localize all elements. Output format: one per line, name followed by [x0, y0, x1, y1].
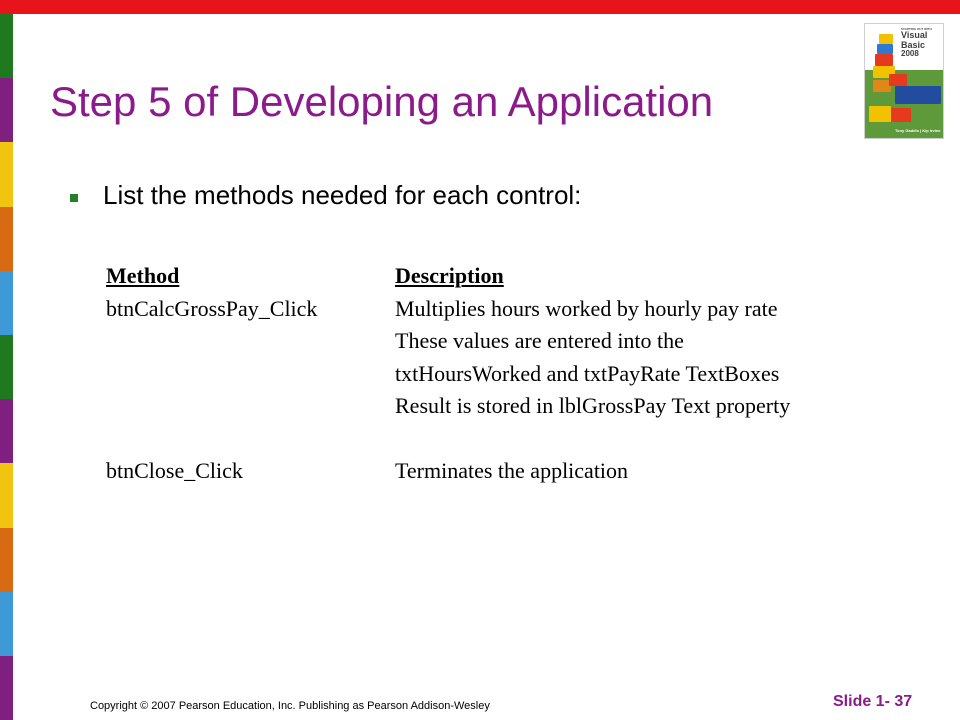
table-row [106, 325, 790, 358]
side-stripe-segment [0, 14, 13, 78]
cover-title-block [901, 28, 944, 58]
table-row [106, 293, 790, 326]
cover-brick-icon [891, 108, 911, 122]
cover-brick-icon [877, 44, 893, 54]
side-stripe-segment [0, 399, 13, 463]
cover-brick-icon [869, 106, 891, 122]
copyright-notice: Copyright © 2007 Pearson Education, Inc. Publishing as Pearson Addison-Wesley [90, 700, 490, 712]
table-row [106, 358, 790, 391]
column-header-description: Description [395, 263, 504, 288]
side-stripe-segment [0, 207, 13, 271]
side-stripe-segment [0, 142, 13, 206]
description-cell: Result is stored in lblGrossPay Text property [395, 393, 791, 418]
side-stripe-segment [0, 656, 13, 720]
table-row [106, 390, 790, 423]
side-stripe-segment [0, 463, 13, 527]
side-stripe-segment [0, 271, 13, 335]
table-header-row [106, 260, 790, 293]
side-stripe-segment [0, 78, 13, 142]
slide-title: Step 5 of Developing an Application [50, 78, 714, 125]
table-row [106, 423, 790, 456]
description-cell: Terminates the application [395, 458, 629, 483]
description-cell: txtHoursWorked and txtPayRate TextBoxes [395, 360, 780, 386]
method-cell [106, 358, 395, 391]
cover-brick-icon [875, 54, 893, 66]
method-cell: btnClose_Click [106, 458, 243, 483]
methods-table [106, 260, 790, 488]
top-accent-bar [0, 0, 960, 14]
table-row [106, 455, 790, 488]
side-stripe-segment [0, 528, 13, 592]
bullet-text: List the methods needed for each control: [103, 180, 582, 210]
method-cell [106, 325, 395, 358]
description-cell: These values are entered into the [395, 328, 684, 353]
bullet-square-icon [70, 194, 78, 202]
book-cover-image [864, 23, 944, 139]
cover-series-label: STARTING OUT WITH [901, 27, 932, 31]
method-cell [106, 390, 395, 423]
slide-number: Slide 1- 37 [833, 693, 913, 710]
cover-brick-icon [889, 74, 907, 86]
column-header-method: Method [106, 263, 180, 288]
method-cell: btnCalcGrossPay_Click [106, 295, 318, 321]
method-cell [106, 423, 395, 456]
cover-title-line2: 2008 [901, 49, 919, 59]
cover-brick-icon [895, 86, 941, 104]
side-stripe-segment [0, 335, 13, 399]
side-stripe-segment [0, 592, 13, 656]
cover-title-line1: Visual Basic [901, 30, 928, 50]
side-color-stripe [0, 14, 13, 720]
cover-brick-icon [879, 34, 893, 44]
cover-authors: Tony Gaddis | Kip Irvine [895, 128, 941, 133]
description-cell: Multiplies hours worked by hourly pay rate [395, 295, 778, 321]
